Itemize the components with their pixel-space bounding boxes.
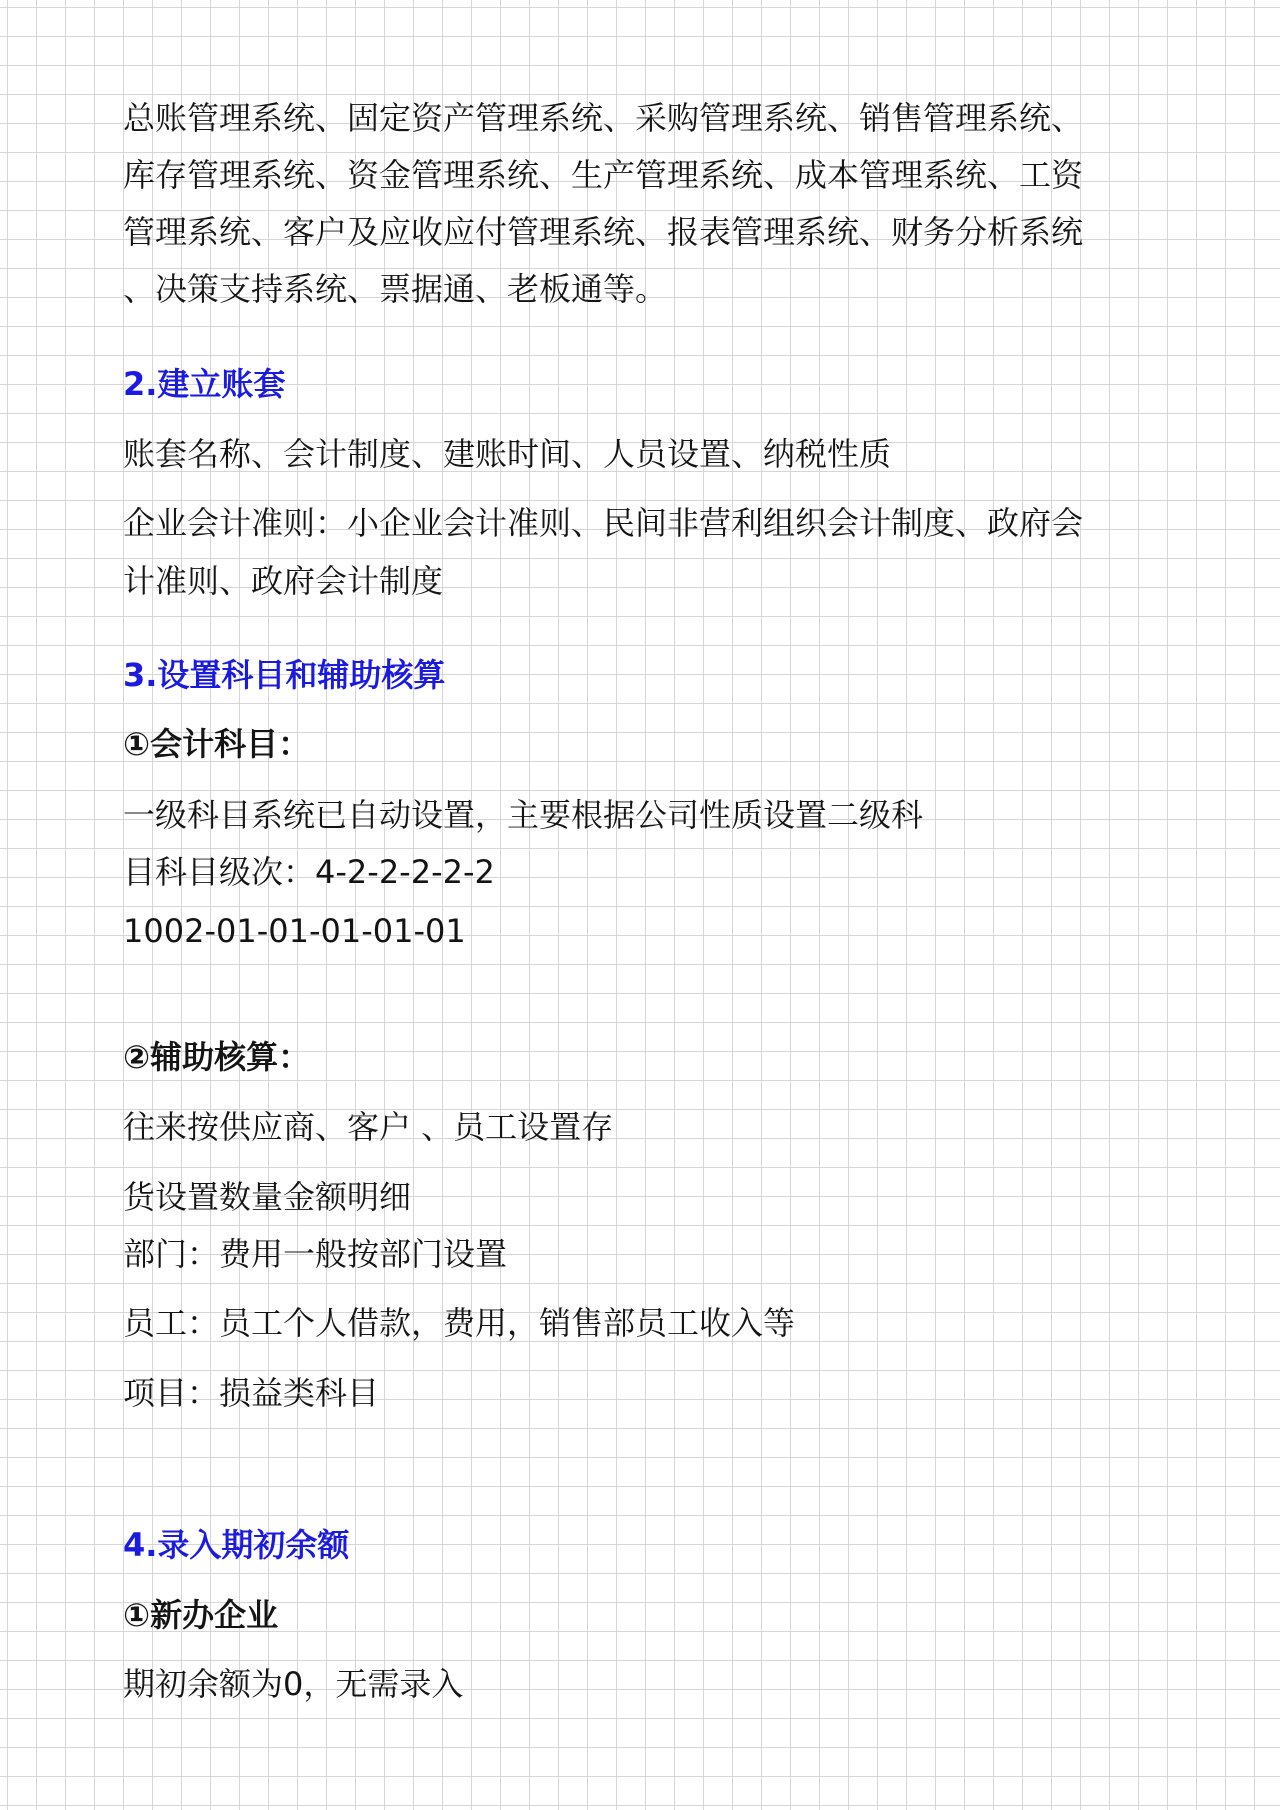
intro-line-1: 总账管理系统、固定资产管理系统、采购管理系统、销售管理系统、 [123, 99, 1084, 137]
section-4-line-1: 期初余额为0，无需录入 [123, 1665, 464, 1703]
section-3-sub-1-line-3: 1002-01-01-01-01-01 [123, 912, 466, 950]
section-2-line-1: 账套名称、会计制度、建账时间、人员设置、纳税性质 [123, 435, 892, 473]
intro-line-3: 管理系统、客户及应收应付管理系统、报表管理系统、财务分析系统 [123, 213, 1084, 251]
section-3-sub-2-line-3: 部门：费用一般按部门设置 [123, 1235, 508, 1273]
section-3-sub-2-line-5: 项目：损益类科目 [123, 1374, 380, 1412]
section-3-heading: 3.设置科目和辅助核算 [123, 656, 446, 694]
section-2-heading: 2.建立账套 [123, 365, 286, 403]
intro-line-2: 库存管理系统、资金管理系统、生产管理系统、成本管理系统、工资 [123, 156, 1084, 194]
section-3-sub-1-line-2: 目科目级次：4-2-2-2-2-2 [123, 853, 495, 891]
section-3-sub-1-line-1: 一级科目系统已自动设置，主要根据公司性质设置二级科 [123, 796, 924, 834]
intro-line-4: 、决策支持系统、票据通、老板通等。 [123, 270, 668, 308]
section-2-line-2b: 计准则、政府会计制度 [123, 562, 444, 600]
section-4-sub-1: ①新办企业 [123, 1596, 279, 1634]
section-3-sub-2-line-2: 货设置数量金额明细 [123, 1178, 412, 1216]
section-3-sub-2: ②辅助核算： [123, 1038, 311, 1076]
section-3-sub-1: ①会计科目： [123, 725, 311, 763]
section-2-line-2a: 企业会计准则：小企业会计准则、民间非营利组织会计制度、政府会 [123, 504, 1084, 542]
section-3-sub-2-line-4: 员工：员工个人借款，费用，销售部员工收入等 [123, 1304, 796, 1342]
section-4-heading: 4.录入期初余额 [123, 1526, 350, 1564]
section-3-sub-2-line-1: 往来按供应商、客户 、员工设置存 [123, 1108, 614, 1146]
